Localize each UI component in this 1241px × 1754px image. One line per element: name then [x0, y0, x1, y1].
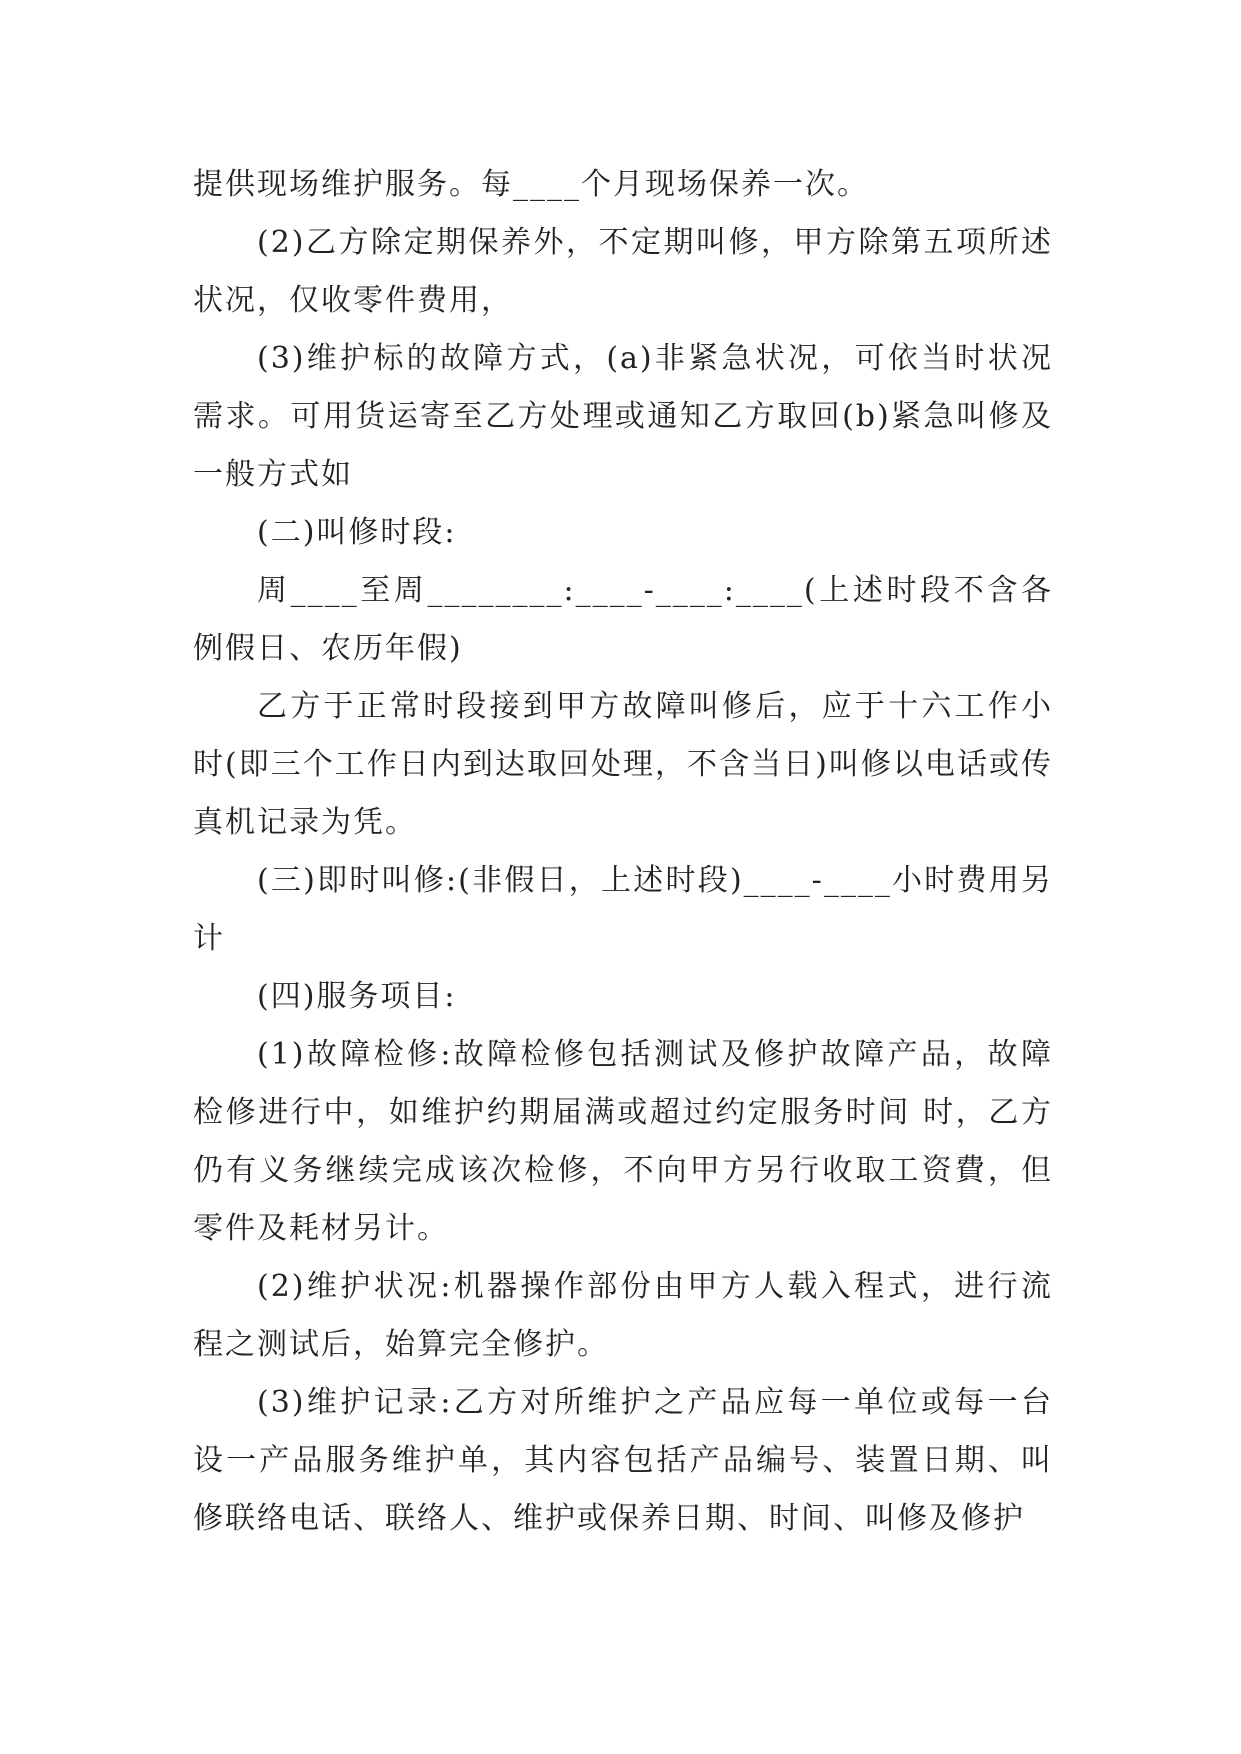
- paragraph-3: (3)维护标的故障方式，(a)非紧急状况，可依当时状况需求。可用货运寄至乙方处理或通知乙方取回(b)紧急叫修及一般方式如: [193, 341, 1053, 492]
- paragraph-4: (二)叫修时段:: [257, 515, 457, 550]
- paragraph-11: (3)维护记录:乙方对所维护之产品应每一单位或每一台设一产品服务维护单，其内容包括产品编号、装置日期、叫修联络电话、联络人、维护或保养日期、时间、叫修及修护: [193, 1385, 1053, 1536]
- paragraph-6: 乙方于正常时段接到甲方故障叫修后，应于十六工作小时(即三个工作日内到达取回处理，不含当日)叫修以电话或传真机记录为凭。: [193, 689, 1053, 840]
- paragraph-9: (1)故障检修:故障检修包括测试及修护故障产品，故障检修进行中，如维护约期届满或超过约定服务时间 时，乙方仍有义务继续完成该次检修，不向甲方另行收取工资費，但零件及耗材另计。: [193, 1037, 1053, 1246]
- document-page: [193, 156, 1053, 1548]
- paragraph-1: 提供现场维护服务。每____个月现场保养一次。: [193, 167, 869, 202]
- paragraph-7: (三)即时叫修:(非假日，上述时段)____-____小时费用另计: [193, 863, 1053, 956]
- paragraph-8: (四)服务项目:: [257, 979, 457, 1014]
- paragraph-5: 周____至周________:____-____:____(上述时段不含各例假日、农历年假): [193, 573, 1053, 666]
- paragraph-10: (2)维护状况:机器操作部份由甲方人载入程式，进行流程之测试后，始算完全修护。: [193, 1269, 1053, 1362]
- paragraph-2: (2)乙方除定期保养外，不定期叫修，甲方除第五项所述状况，仅收零件费用，: [193, 225, 1053, 318]
